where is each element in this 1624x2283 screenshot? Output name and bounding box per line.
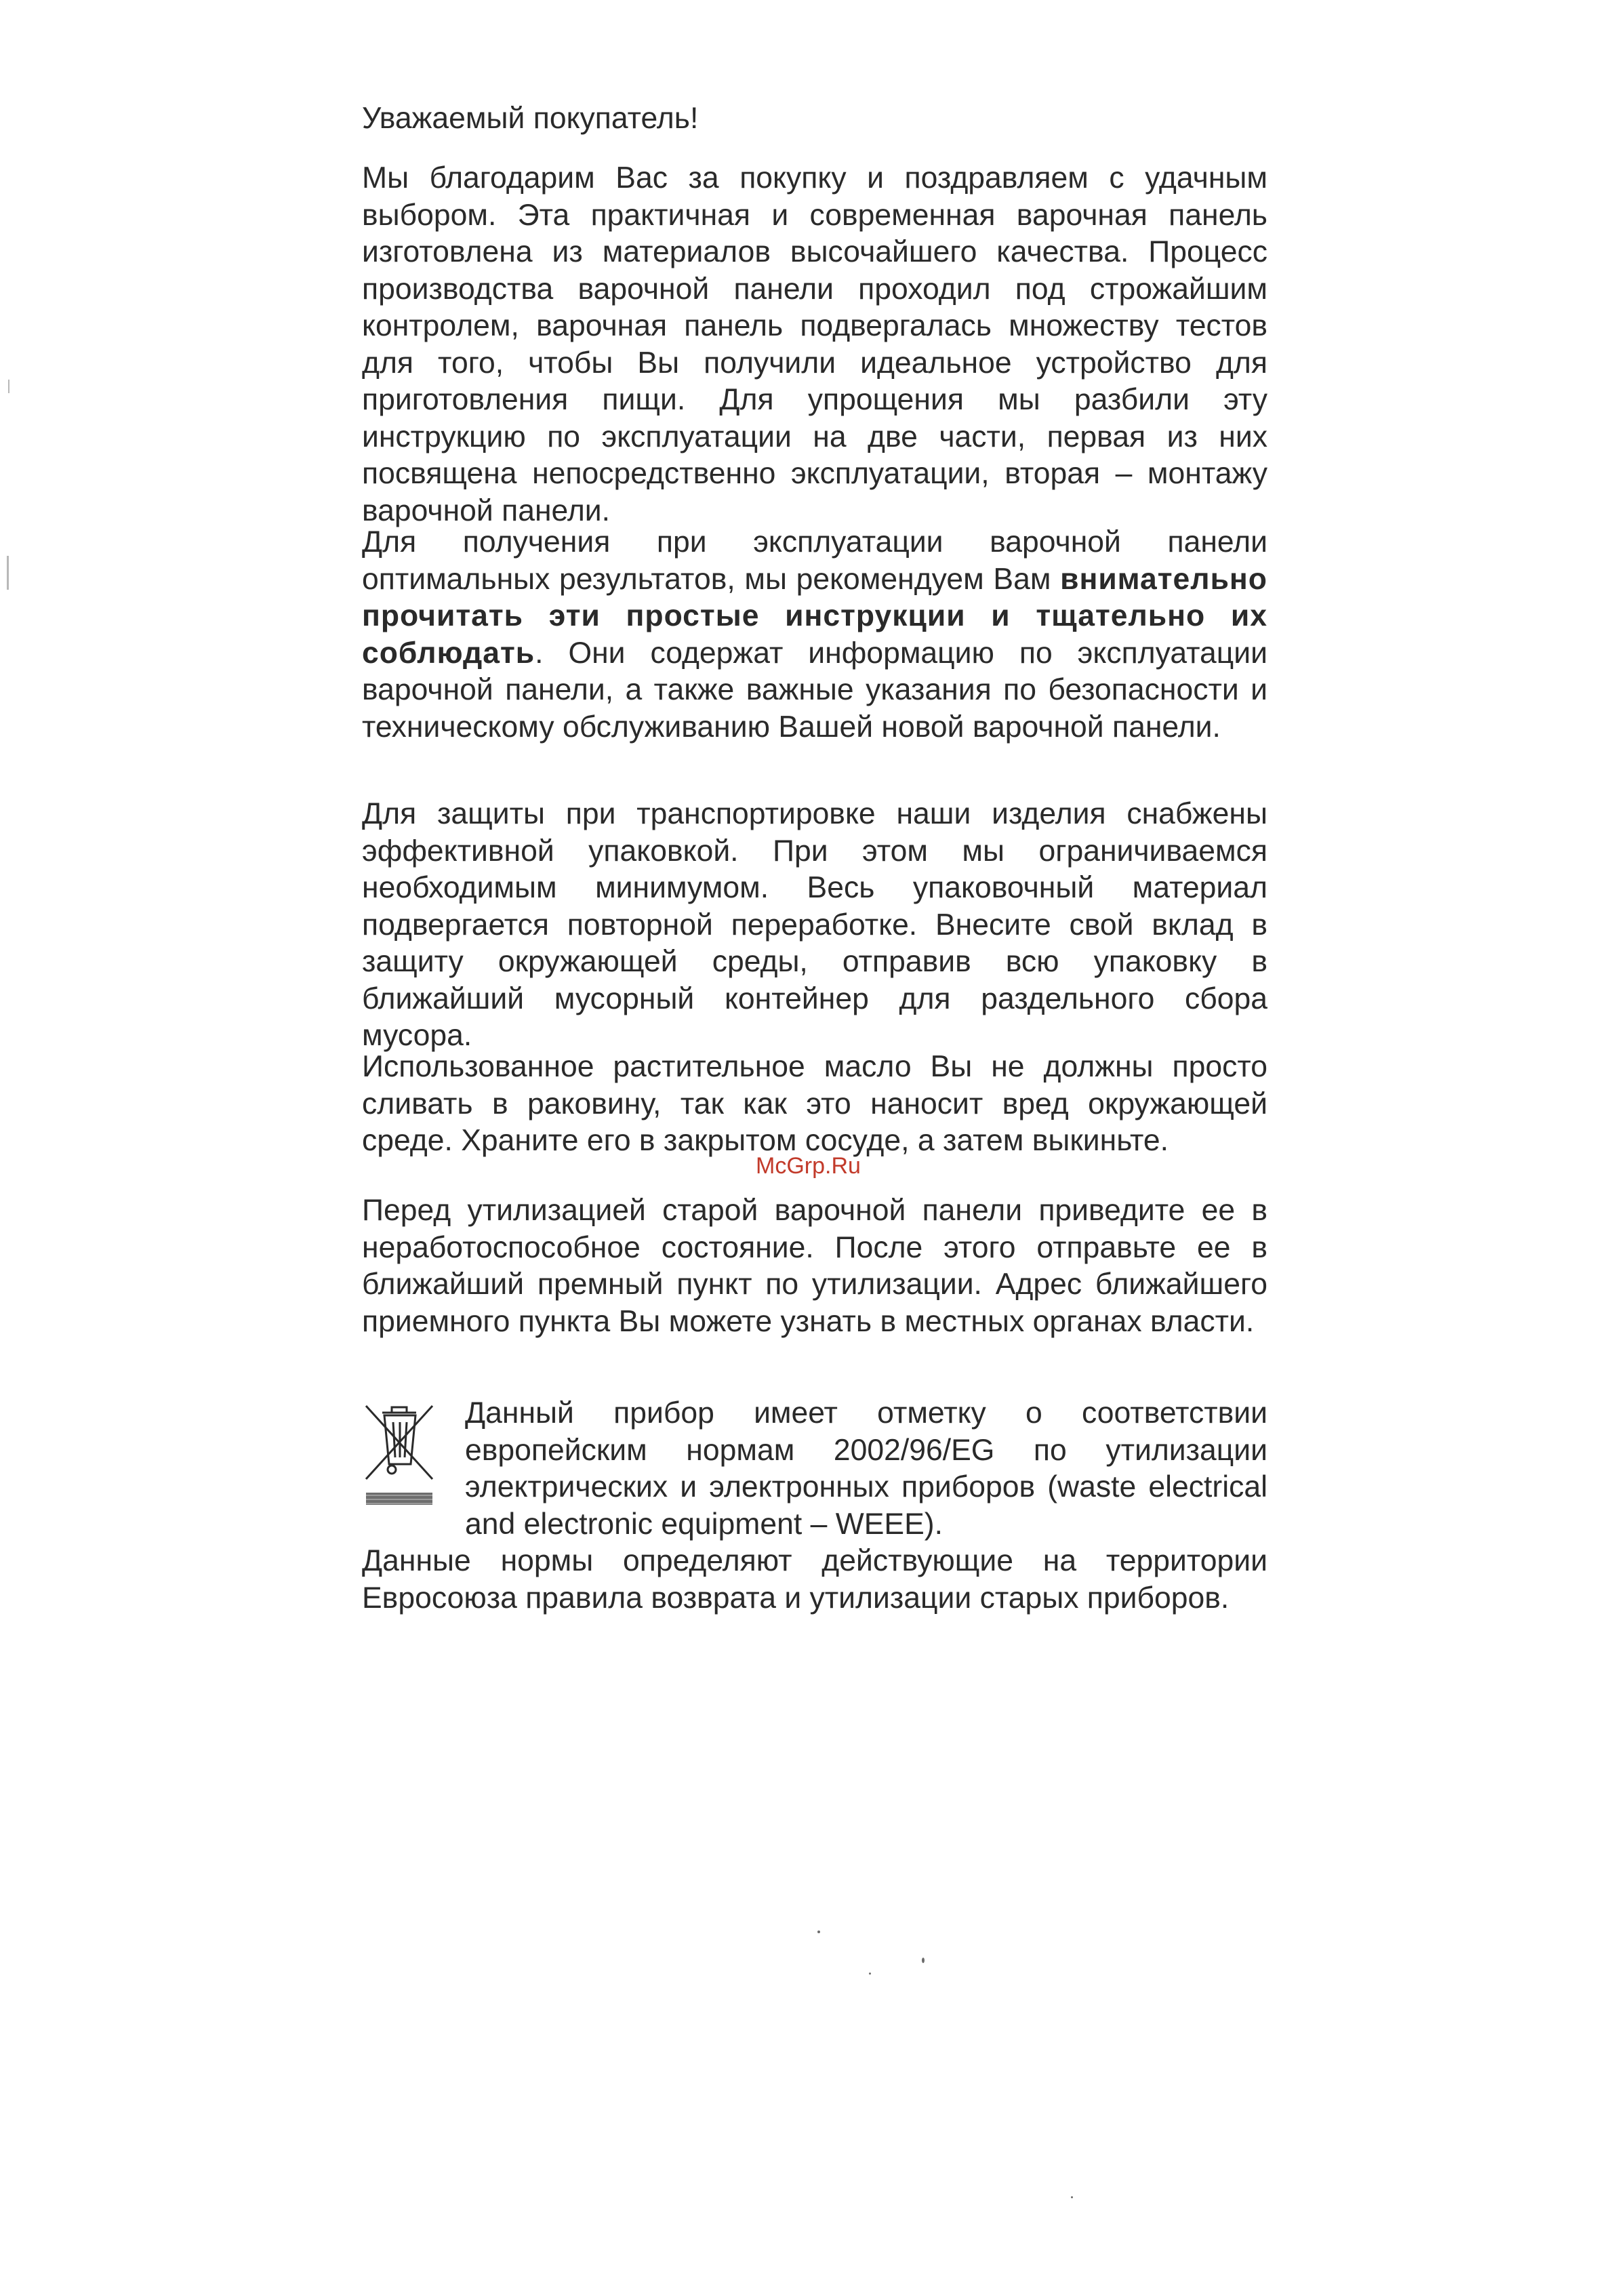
- paragraph-recommendation-bold: внимательно прочитать эти простые инструкции и тщательно их соблюдать: [362, 562, 1267, 670]
- paragraph-recommendation: [362, 524, 1267, 746]
- scan-speck: [922, 1958, 925, 1963]
- paragraph-recommendation-start: Для получения при эксплуатации варочной панели оптимальных результатов, мы рекомендуем Вам: [362, 525, 1267, 596]
- paragraph-recommendation-end: . Они содержат информацию по эксплуатации варочной панели, а также важные указания по безопасности и техническому обслуживанию Вашей новой варочной панели.: [362, 636, 1267, 744]
- watermark: McGrp.Ru: [756, 1153, 861, 1179]
- scan-speck: [869, 1973, 871, 1975]
- scan-edge-mark: [8, 380, 9, 393]
- paragraph-packaging: Для защиты при транспортировке наши изделия снабжены эффективной упаковкой. При этом мы ограничиваемся необходимым минимумом. Весь упаковочный материал подвергается повторной переработке. Внесите свой вклад в защиту окружающей среды, отправив всю упаковку в ближайший мусорный контейнер для раздельного сбора мусора.: [362, 797, 1267, 1052]
- paragraph-weee: Данный прибор имеет отметку о соответствии европейским нормам 2002/96/EG по утилизации электрических и электронных приборов (waste electrical and electronic equipment – WEEE).: [465, 1396, 1267, 1541]
- weee-notice: [362, 1395, 1267, 1543]
- paragraph-oil: Использованное растительное масло Вы не должны просто сливать в раковину, так как это наносит вред окружающей среде. Храните его в закрытом сосуде, а затем выкиньте.: [362, 1050, 1267, 1157]
- greeting: Уважаемый покупатель!: [362, 102, 699, 135]
- scan-speck: [1071, 2196, 1073, 2198]
- scan-edge-mark: [7, 556, 9, 590]
- paragraph-eu-rules: Данные нормы определяют действующие на территории Евросоюза правила возврата и утилизации старых приборов.: [362, 1544, 1267, 1615]
- paragraph-disposal: Перед утилизацией старой варочной панели приведите ее в неработоспособное состояние. После этого отправьте ее в ближайший премный пункт по утилизации. Адрес ближайшего приемного пункта Вы можете узнать в местных органах власти.: [362, 1194, 1267, 1338]
- paragraph-intro: Мы благодарим Вас за покупку и поздравляем с удачным выбором. Эта практичная и современная варочная панель изготовлена из материалов высочайшего качества. Процесс производства варочной панели проходил под строжайшим контролем, варочная панель подвергалась множеству тестов для того, чтобы Вы получили идеальное устройство для приготовления пищи. Для упрощения мы разбили эту инструкцию по эксплуатации на две части, первая из них посвящена непосредственно эксплуатации, вторая – монтажу варочной панели.: [362, 161, 1267, 527]
- crossed-out-wheelie-bin-icon: [362, 1398, 437, 1513]
- scan-speck: [817, 1931, 820, 1933]
